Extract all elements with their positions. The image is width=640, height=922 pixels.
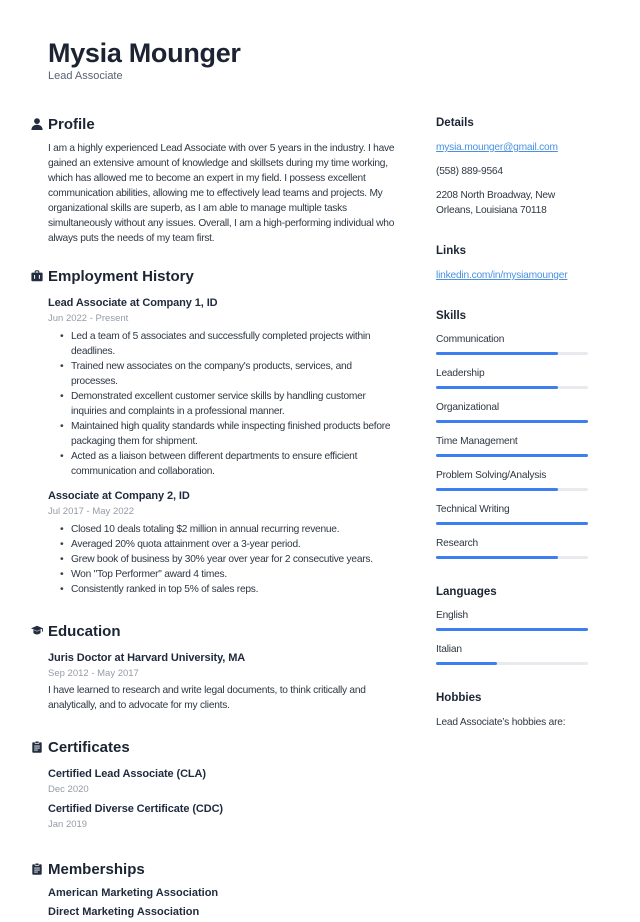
language-bar-fill [436, 662, 497, 665]
skill-bar [436, 386, 588, 389]
hobbies-heading: Hobbies [436, 692, 482, 704]
sidebar [436, 116, 588, 922]
certificate-title: Certified Lead Associate (CLA) [48, 768, 206, 780]
skill-bar [436, 488, 588, 491]
skill-bar [436, 352, 588, 355]
skill-row [436, 401, 588, 423]
section-memberships [48, 861, 400, 922]
job-bullet: • Averaged 20% quota attainment over a 3-year period. [48, 537, 400, 552]
section-employment-history [48, 268, 400, 597]
certificates-heading: Certificates [48, 739, 130, 756]
skill-label: Research [436, 538, 479, 549]
job-bullet-list [48, 329, 400, 479]
skill-bar-fill [436, 420, 588, 423]
hobbies-text: Lead Associate’s hobbies are: [436, 717, 566, 728]
language-row [436, 609, 588, 631]
certificate-dates: Jan 2019 [48, 819, 88, 830]
sidebar-details [436, 116, 588, 218]
skill-bar-fill [436, 488, 558, 491]
job-entry [48, 489, 400, 597]
certificate-title: Certified Diverse Certificate (CDC) [48, 803, 223, 815]
skill-row [436, 503, 588, 525]
linkedin-link[interactable]: linkedin.com/in/mysiamounger [436, 270, 568, 281]
skill-bar [436, 556, 588, 559]
address: 2208 North Broadway, New Orleans, Louisiana 70118 [436, 190, 556, 216]
skill-bar-fill [436, 556, 558, 559]
candidate-job-title: Lead Associate [48, 70, 123, 82]
skill-bar [436, 454, 588, 457]
skill-bar [436, 522, 588, 525]
language-label: Italian [436, 644, 462, 655]
skill-label: Time Management [436, 436, 518, 447]
language-bar [436, 628, 588, 631]
job-bullet: • Grew book of business by 30% year over year for 2 consecutive years. [48, 552, 400, 567]
language-label: English [436, 610, 469, 621]
job-title: Lead Associate at Company 1, ID [48, 297, 218, 309]
skill-bar-fill [436, 352, 558, 355]
job-dates: Jun 2022 - Present [48, 313, 129, 324]
candidate-name: Mysia Mounger [48, 38, 241, 68]
job-bullet-list [48, 522, 400, 597]
skill-bar-fill [436, 454, 588, 457]
language-bar-fill [436, 628, 588, 631]
email-link[interactable]: mysia.mounger@gmail.com [436, 142, 558, 153]
education-description: I have learned to research and write legal documents, to think critically and analytically, and to advocate for my clients. [48, 685, 366, 711]
skills-heading: Skills [436, 310, 467, 322]
skill-row [436, 537, 588, 559]
languages-heading: Languages [436, 586, 497, 598]
sidebar-hobbies [436, 691, 588, 730]
skill-label: Organizational [436, 402, 499, 413]
membership-item: Direct Marketing Association [48, 906, 200, 918]
job-bullet: • Closed 10 deals totaling $2 million in annual recurring revenue. [48, 522, 400, 537]
clipboard-icon [31, 741, 43, 753]
job-entry [48, 296, 400, 479]
education-entry [48, 651, 400, 713]
job-dates: Jul 2017 - May 2022 [48, 506, 135, 517]
job-bullet: • Led a team of 5 associates and successfully completed projects within deadlines. [48, 329, 400, 359]
education-dates: Sep 2012 - May 2017 [48, 668, 139, 679]
skill-row [436, 333, 588, 355]
job-bullet: • Trained new associates on the company's products, services, and processes. [48, 359, 400, 389]
skill-row [436, 469, 588, 491]
person-icon [31, 118, 43, 130]
sidebar-skills [436, 309, 588, 559]
briefcase-icon [31, 270, 43, 282]
profile-text: I am a highly experienced Lead Associate with over 5 years in the industry. I have gained an extensive amount of knowledge and skillsets during my time working, which has allowed me to become an expert in my field. I possess excellent communication abilities, allowing me to effectively lead teams and projects. My organizational skills are superb, as I am able to manage multiple tasks simultaneously without any issues. Overall, I am a high-performing individual who always puts the needs of my team first. [48, 143, 395, 244]
membership-item: American Marketing Association [48, 887, 219, 899]
job-bullet: • Consistently ranked in top 5% of sales reps. [48, 582, 400, 597]
phone-number: (558) 889-9564 [436, 166, 503, 177]
job-bullet: • Acted as a liaison between different departments to ensure efficient communication and collaboration. [48, 449, 400, 479]
profile-heading: Profile [48, 116, 95, 133]
education-heading: Education [48, 623, 121, 640]
skill-bar [436, 420, 588, 423]
details-heading: Details [436, 117, 474, 129]
skill-row [436, 435, 588, 457]
clipboard-icon [31, 863, 43, 875]
certificate-dates: Dec 2020 [48, 784, 89, 795]
language-row [436, 643, 588, 665]
job-bullet: • Maintained high quality standards while inspecting finished products before packaging them for shipment. [48, 419, 400, 449]
employment-heading: Employment History [48, 268, 194, 285]
resume-header [0, 38, 640, 83]
skill-label: Problem Solving/Analysis [436, 470, 547, 481]
skill-bar-fill [436, 522, 588, 525]
memberships-heading: Memberships [48, 861, 145, 878]
sidebar-languages [436, 585, 588, 665]
education-degree: Juris Doctor at Harvard University, MA [48, 652, 246, 664]
section-education [48, 623, 400, 713]
sidebar-links [436, 244, 588, 283]
job-bullet: • Won "Top Performer" award 4 times. [48, 567, 400, 582]
section-certificates [48, 739, 400, 831]
job-title: Associate at Company 2, ID [48, 490, 190, 502]
skill-row [436, 367, 588, 389]
section-profile [48, 116, 400, 246]
links-heading: Links [436, 245, 467, 257]
main-column [0, 116, 400, 922]
skill-bar-fill [436, 386, 558, 389]
graduation-cap-icon [31, 625, 43, 637]
skill-label: Technical Writing [436, 504, 510, 515]
job-bullet: • Demonstrated excellent customer service skills by handling customer inquiries and complaints in a professional manner. [48, 389, 400, 419]
certificate-entry [48, 767, 400, 796]
skill-label: Communication [436, 334, 505, 345]
skill-label: Leadership [436, 368, 485, 379]
certificate-entry [48, 802, 400, 831]
language-bar [436, 662, 588, 665]
